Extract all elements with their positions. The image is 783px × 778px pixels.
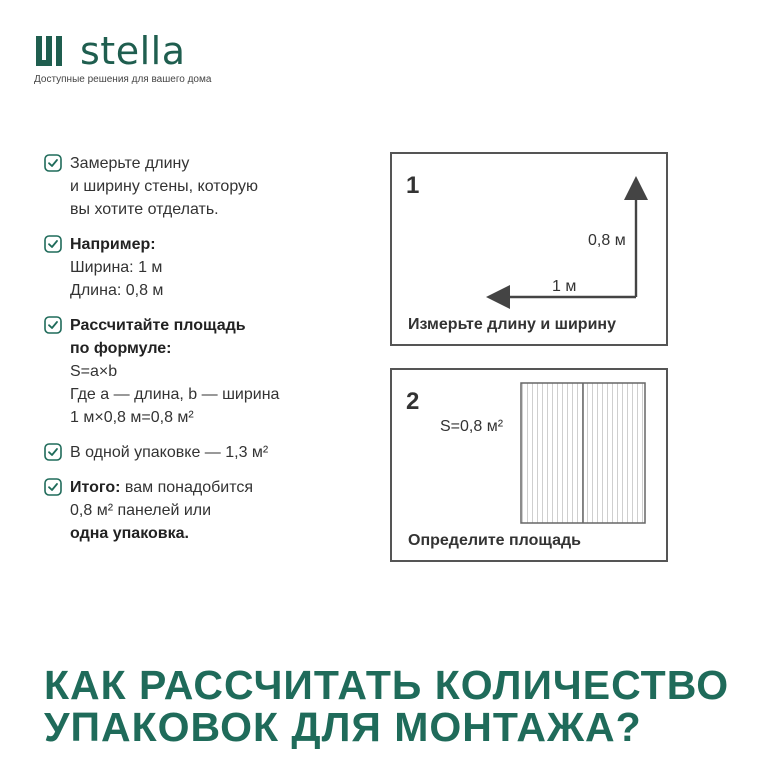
step-heading: Итого: [70, 479, 121, 496]
step-text: В одной упаковке — 1,3 м² [70, 444, 269, 461]
step-text: Где a — длина, b — ширина [70, 386, 280, 403]
measure-diagram [390, 152, 668, 346]
step-formula: S=a×b [70, 363, 118, 380]
step-measure [44, 152, 364, 221]
step-text: 0,8 м² панелей или [70, 502, 212, 519]
step-formula [44, 314, 364, 429]
step-text: вам понадобится [120, 479, 254, 496]
step-calc: 1 м×0,8 м=0,8 м² [70, 409, 194, 426]
step-heading: Например: [70, 236, 156, 253]
page-title [44, 664, 729, 748]
title-line: УПАКОВОК ДЛЯ МОНТАЖА? [44, 704, 642, 750]
step-example [44, 233, 364, 302]
step-package [44, 441, 364, 464]
step-text: Длина: 0,8 м [70, 282, 164, 299]
brand-tagline: Доступные решения для вашего дома [34, 74, 212, 85]
diagram-caption: Измерьте длину и ширину [408, 316, 616, 333]
check-icon [44, 154, 62, 172]
check-icon [44, 235, 62, 253]
wall-panel-icon [520, 382, 646, 524]
step-heading: по формуле: [70, 340, 172, 357]
area-diagram [390, 368, 668, 562]
step-total [44, 476, 364, 545]
diagram-caption: Определите площадь [408, 532, 581, 549]
step-result: одна упаковка. [70, 525, 189, 542]
check-icon [44, 443, 62, 461]
diagram-number: 2 [406, 388, 420, 415]
stella-logo-icon [34, 34, 72, 68]
step-text: Ширина: 1 м [70, 259, 163, 276]
step-text: и ширину стены, которую [70, 178, 259, 195]
title-line: КАК РАССЧИТАТЬ КОЛИЧЕСТВО [44, 662, 730, 708]
brand-name: stella [80, 29, 186, 73]
width-label: 1 м [552, 278, 577, 295]
brand-logo [34, 29, 212, 85]
step-heading: Рассчитайте площадь [70, 317, 246, 334]
step-text: вы хотите отделать. [70, 201, 219, 218]
check-icon [44, 478, 62, 496]
diagram-number: 1 [406, 172, 420, 199]
step-text: Замерьте длину [70, 155, 190, 172]
area-label: S=0,8 м² [440, 418, 504, 435]
height-label: 0,8 м [588, 232, 626, 249]
steps-list [44, 152, 364, 557]
check-icon [44, 316, 62, 334]
